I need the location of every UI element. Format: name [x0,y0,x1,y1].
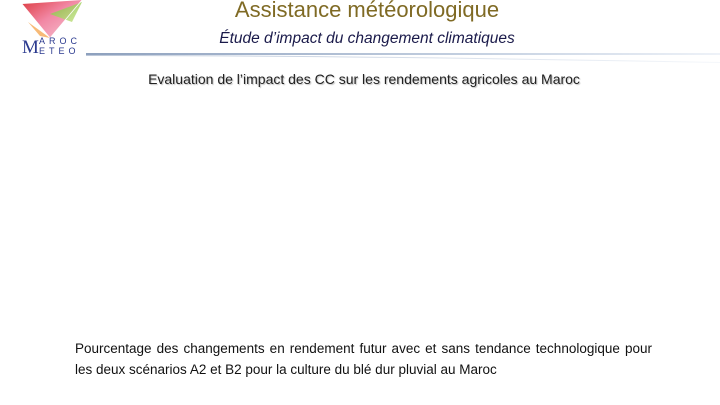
figure-caption: Pourcentage des changements en rendement futur avec et sans tendance technologique pour les deux scénarios A2 et B2 pour la culture du blé dur pluvial au Maroc [75,341,652,377]
section-heading: Evaluation de l’impact des CC sur les rendements agricoles au Maroc [148,71,580,87]
page-title: Assistance météorologique [234,0,500,22]
logo-letters-aroc: AROC [39,36,82,46]
page-subtitle: Étude d’impact du changement climatiques [219,30,515,47]
logo-letters-eteo: ETEO [39,46,80,56]
logo-emblem-icon [20,0,86,40]
maroc-meteo-logo [20,0,86,58]
header-divider [86,50,720,64]
logo-letter-m: M [22,37,39,58]
logo-wordmark [20,36,86,58]
